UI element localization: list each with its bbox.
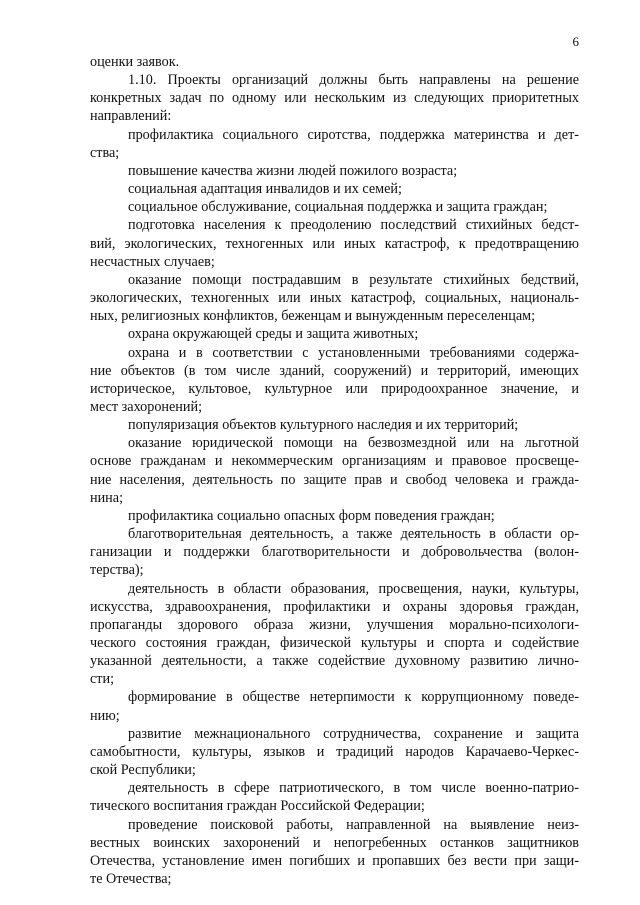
text-line: ческого состояния граждан, физической культуры и спорта и содействие <box>90 635 579 651</box>
text-line: Отечества, установление имен погибших и пропавших без вести при защи- <box>90 852 579 869</box>
text-line: формирование в обществе нетерпимости к коррупционному поведе- <box>128 689 579 706</box>
text-line: нина; <box>90 489 124 506</box>
text-line: оказание юридической помощи на безвозмездной или на льготной <box>128 435 579 452</box>
text-line: профилактика социально опасных форм поведения граждан; <box>128 507 495 524</box>
text-line: профилактика социального сиротства, поддержка материнства и дет- <box>128 126 579 143</box>
text-line: ных, религиозных конфликтов, беженцам и вынужденным переселенцам; <box>90 308 536 325</box>
text-line: ние населения, деятельность по защите прав и свобод человека и гражда- <box>90 471 579 488</box>
text-line: развитие межнационального сотрудничества, сохранение и защита <box>128 725 579 742</box>
text-line: деятельность в сфере патриотического, в том числе военно-патрио- <box>128 780 579 797</box>
text-line: искусства, здравоохранения, профилактики и охраны здоровья граждан, <box>90 598 579 615</box>
text-line: историческое, культовое, культурное или природоохранное значение, и <box>90 380 579 397</box>
text-line: пропаганды здорового образа жизни, улучшения морально-психологи- <box>90 616 579 633</box>
text-line: оценки заявок. <box>90 54 180 70</box>
text-line: тического воспитания граждан Российской Федерации; <box>90 798 425 815</box>
text-line: повышение качества жизни людей пожилого возраста; <box>128 162 458 179</box>
document-body <box>90 53 579 888</box>
text-line: деятельность в области образования, просвещения, науки, культуры, <box>128 580 579 597</box>
page-number: 6 <box>572 34 579 49</box>
text-line: вестных воинских захоронений и непогребенных останков защитников <box>90 834 579 851</box>
text-line: оказание помощи пострадавшим в результате стихийных бедствий, <box>128 271 579 288</box>
text-line: мест захоронений; <box>90 398 203 415</box>
text-line: охрана окружающей среды и защита животных; <box>128 326 419 343</box>
text-line: те Отечества; <box>90 871 172 888</box>
text-line: нию; <box>90 707 120 724</box>
text-line: сти; <box>90 671 115 688</box>
text-line: направлений: <box>90 108 172 125</box>
text-line: 1.10. Проекты организаций должны быть направлены на решение <box>128 72 579 89</box>
text-line: подготовка населения к преодолению последствий стихийных бедст- <box>128 217 579 234</box>
text-line: охрана и в соответствии с установленными требованиями содержа- <box>128 344 579 361</box>
text-line: экологических, техногенных или иных катастроф, социальных, националь- <box>90 290 579 307</box>
text-line: самобытности, культуры, языков и традиций народов Карачаево-Черкес- <box>90 743 579 760</box>
text-line: социальная адаптация инвалидов и их семей; <box>128 181 402 198</box>
text-line: проведение поисковой работы, направленной на выявление неиз- <box>128 816 579 833</box>
text-line: вий, экологических, техногенных или иных катастроф, к предотвращению <box>90 235 579 252</box>
text-line: основе гражданам и некоммерческим организациям и правовое просвеще- <box>90 453 579 470</box>
text-line: ства; <box>90 144 120 161</box>
text-line: несчастных случаев; <box>90 253 215 270</box>
text-line: благотворительная деятельность, а также деятельность в области ор- <box>128 526 579 543</box>
text-line: социальное обслуживание, социальная поддержка и защита граждан; <box>128 199 548 216</box>
text-line: ние объектов (в том числе зданий, сооружений) и территорий, имеющих <box>90 362 579 379</box>
text-line: ской Республики; <box>90 762 196 779</box>
text-line: терства); <box>90 562 144 579</box>
text-line: ганизации и поддержки благотворительности и добровольчества (волон- <box>90 544 579 561</box>
text-line: популяризация объектов культурного наследия и их территорий; <box>128 417 519 434</box>
text-line: указанной деятельности, а также содействие духовному развитию лично- <box>90 653 579 670</box>
text-line: конкретных задач по одному или нескольким из следующих приоритетных <box>90 90 579 107</box>
